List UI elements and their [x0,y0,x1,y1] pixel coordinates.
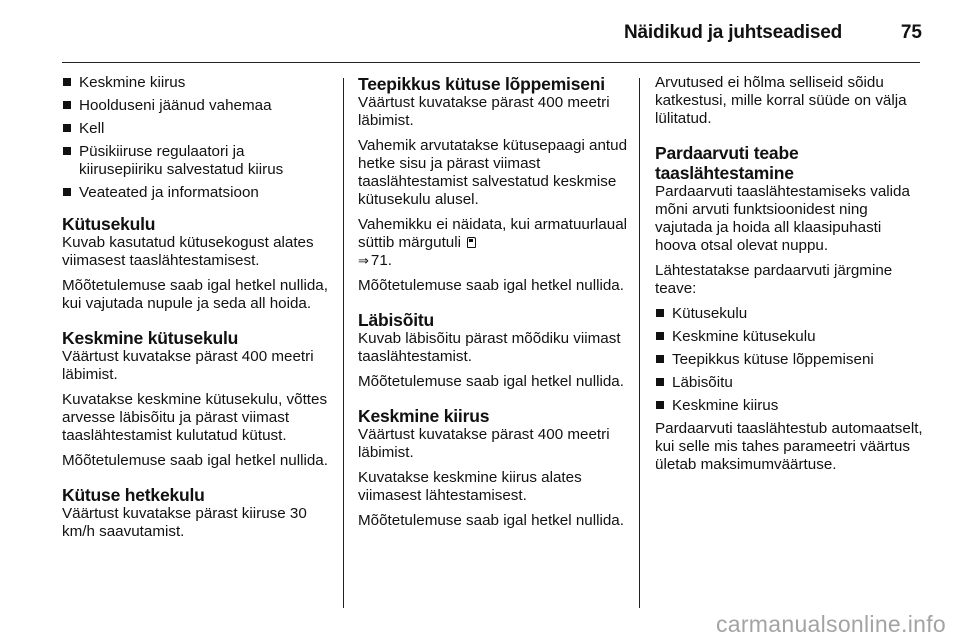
paragraph: Kuvab läbisõitu pärast mõõdiku viimast taaslähtestamist. [358,330,621,365]
page-reference-arrow-icon: ⇒ [358,253,369,268]
section-range [358,74,628,295]
bullet-square-icon [63,101,71,109]
bullet-square-icon [63,147,71,155]
section-instant-consumption [62,485,332,541]
list-item: Läbisõitu [655,374,925,392]
paragraph: Kuvatakse keskmine kiirus alates viimasest lähtestamisest. [358,469,582,504]
column-2 [358,74,628,545]
paragraph: Mõõtetulemuse saab igal hetkel nullida, kui vajutada nupule ja seda all hoida. [62,277,328,312]
section-heading: Kütuse hetkekulu [62,485,205,505]
paragraph: Arvutused ei hõlma selliseid sõidu katkestusi, mille korral süüde on välja lülitatud. [655,74,907,127]
list-item: Keskmine kütusekulu [655,328,925,346]
paragraph: Pardaarvuti taaslähtestamiseks valida mõni arvuti funktsioonidest ning vajutada ja hoida all klaasipuhasti hoova otsal olevat nuppu. [655,183,910,254]
paragraph: Kuvatakse keskmine kütusekulu, võttes arvesse läbisõitu ja pärast viimast taaslähtestamist kulutatud kütust. [62,391,328,444]
section-heading: Läbisõitu [358,310,434,330]
list-item: Püsikiiruse regulaatori ja kiirusepiiriku salvestatud kiirus [62,143,332,179]
watermark: carmanualsonline.info [715,611,946,637]
list-item: Teepikkus kütuse lõppemiseni [655,351,925,369]
section-average-consumption [62,328,332,470]
section-fuel-consumption [62,214,332,313]
list-item: Kütusekulu [655,305,925,323]
paragraph: Vahemik arvutatakse kütusepaagi antud hetke sisu ja pärast viimast taaslähtestamist salvestatud keskmise kütusekulu alusel. [358,137,628,208]
list-item: Hoolduseni jäänud vahemaa [62,97,332,115]
paragraph: Pardaarvuti taaslähtestub automaatselt, kui selle mis tahes parameetri väärtus ületab maksimumväärtuse. [655,420,923,473]
paragraph: Vahemikku ei näidata, kui armatuurlaual süttib märgutuli ⇒ 71. [358,216,628,269]
section-average-speed [358,406,628,530]
bullet-square-icon [63,188,71,196]
paragraph: Kuvab kasutatud kütusekogust alates viimasest taaslähtestamisest. [62,234,314,269]
page-header [0,0,960,64]
section-heading: Keskmine kütusekulu [62,328,239,348]
list-item: Kell [62,120,332,138]
bullet-square-icon [656,355,664,363]
paragraph: Mõõtetulemuse saab igal hetkel nullida. [358,512,624,529]
section-heading: Keskmine kiirus [358,406,490,426]
bullet-list [655,305,925,415]
bullet-square-icon [63,78,71,86]
column-divider-1 [343,78,344,608]
paragraph: Väärtust kuvatakse pärast 400 meetri läbimist. [62,348,314,383]
section-heading: Pardaarvuti teabe taaslähtestamine [655,143,799,183]
paragraph: Väärtust kuvatakse pärast 400 meetri läbimist. [358,94,610,129]
section-trip [358,310,628,391]
header-divider [62,62,920,63]
paragraph: Mõõtetulemuse saab igal hetkel nullida. [62,452,328,469]
paragraph: Mõõtetulemuse saab igal hetkel nullida. [358,277,624,294]
page-reference[interactable]: 71. [370,252,393,269]
paragraph: Lähtestatakse pardaarvuti järgmine teave: [655,262,893,297]
column-1 [62,74,332,556]
column-3 [655,74,925,481]
page-number: 75 [900,22,922,43]
bullet-square-icon [656,332,664,340]
fuel-pump-icon [467,237,476,248]
bullet-list [62,74,332,202]
bullet-square-icon [656,309,664,317]
list-item: Keskmine kiirus [655,397,925,415]
paragraph: Väärtust kuvatakse pärast kiiruse 30 km/h saavutamist. [62,505,307,540]
column-divider-2 [639,78,640,608]
section-heading: Teepikkus kütuse lõppemiseni [358,74,605,94]
paragraph: Mõõtetulemuse saab igal hetkel nullida. [358,373,624,390]
section-title: Näidikud ja juhtseadised [624,22,842,43]
list-item: Keskmine kiirus [62,74,332,92]
section-heading: Kütusekulu [62,214,156,234]
bullet-square-icon [656,401,664,409]
paragraph: Väärtust kuvatakse pärast 400 meetri läbimist. [358,426,610,461]
bullet-square-icon [656,378,664,386]
list-item: Veateated ja informatsioon [62,184,332,202]
bullet-square-icon [63,124,71,132]
